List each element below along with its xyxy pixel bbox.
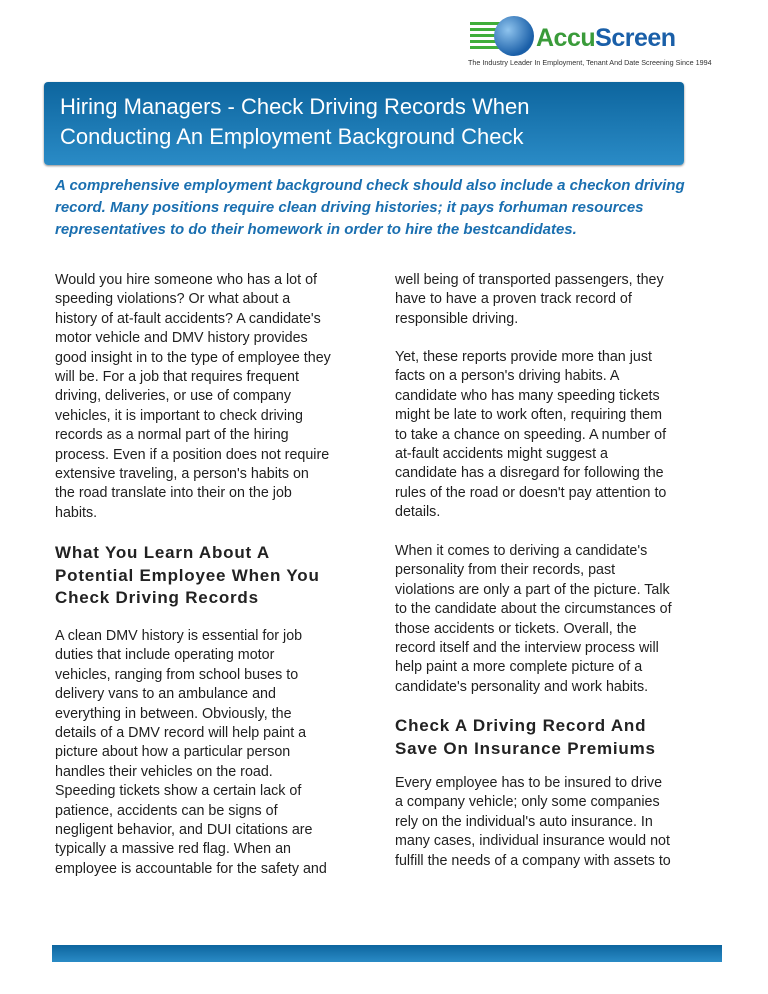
logo-tagline: The Industry Leader In Employment, Tenant And Date Screening Since 1994 [468,58,712,67]
text-line: extensive traveling, a person's habits on [55,466,309,483]
page-title-line: Hiring Managers - Check Driving Records When [60,94,530,119]
text-line: handles their vehicles on the road. [55,763,273,780]
text-line: record itself and the interview process will [395,640,659,657]
page-title-line: Conducting An Employment Background Check [60,124,524,149]
text-line: a company vehicle; only some companies [395,794,660,811]
text-line: personality from their records, past [395,562,616,579]
text-line: candidate has a disregard for following the [395,465,664,482]
text-line: speeding violations? Or what about a [55,291,291,308]
right-para-4 [395,774,671,871]
text-line: picture about how a particular person [55,744,291,761]
text-line: Every employee has to be insured to drive [395,775,663,791]
right-heading [395,715,656,760]
footer-bar [52,945,722,962]
text-line: those accidents or tickets. Overall, the [395,620,637,637]
intro-paragraph [55,175,705,241]
text-line: help paint a more complete picture of a [395,659,643,676]
text-line: responsible driving. [395,310,519,327]
text-line: violations are only a part of the picture. Talk [395,581,670,598]
title-banner [44,82,684,165]
logo-globe-icon [494,16,534,56]
text-line: have to have a proven track record of [395,291,632,308]
text-line: everything in between. Obviously, the [55,705,292,722]
text-line: many cases, individual insurance would not [395,833,670,850]
right-para-2 [395,348,666,523]
text-line: Check A Driving Record And [395,716,647,735]
text-line: rely on the individual's auto insurance. In [395,813,653,830]
text-line: the road translate into their on the job [55,485,292,502]
text-line: rules of the road or doesn't pay attention to [395,484,667,501]
text-line: fulfill the needs of a company with assets to [395,852,671,869]
text-line: A clean DMV history is essential for job [55,628,303,644]
text-line: well being of transported passengers, they [395,272,664,288]
text-line: candidate who has many speeding tickets [395,387,660,404]
logo-name-part2: Screen [595,24,676,52]
text-line: When it comes to deriving a candidate's [395,543,648,559]
text-line: will be. For a job that requires frequent [55,369,299,386]
text-line: to take a chance on speeding. A number of [395,426,667,443]
logo-name-part1: Accu [536,24,596,52]
text-line: process. Even if a position does not require [55,446,330,463]
text-line: vehicles, it is important to check driving [55,407,303,424]
text-line: history of at-fault accidents? A candidate's [55,310,321,327]
left-para-2 [55,627,327,879]
text-line: What You Learn About A [55,543,270,562]
right-para-1 [395,271,664,329]
text-line: at-fault accidents might suggest a [395,446,608,463]
text-line: candidate's personality and work habits. [395,678,649,695]
text-line: Save On Insurance Premiums [395,738,656,758]
text-line: negligent behavior, and DUI citations are [55,822,313,839]
text-line: patience, accidents can be signs of [55,802,278,819]
text-line: motor vehicle and DMV history provides [55,330,308,347]
text-line: Yet, these reports provide more than just [395,349,652,365]
text-line: records as a normal part of the hiring [55,427,289,444]
text-line: driving, deliveries, or use of company [55,388,292,405]
text-line: A comprehensive employment background check should also include a check [55,177,613,194]
text-line: on driving record. Many positions require clean driving histories; it pays for [55,177,685,216]
text-line: details. [395,504,441,521]
accuscreen-logo [466,14,712,74]
text-line: might be late to work often, requiring them [395,407,663,424]
text-line: habits. [55,504,98,521]
text-line: candidates. [494,221,577,238]
text-line: employee is accountable for the safety and [55,860,327,877]
text-line: good insight in to the type of employee they [55,349,331,366]
logo-name [536,24,676,53]
text-line: Potential Employee When You [55,565,320,585]
left-heading [55,542,320,610]
left-para-1 [55,271,331,523]
text-line: details of a DMV record will help paint a [55,725,307,742]
text-line: facts on a person's driving habits. A [395,368,620,385]
text-line: Speeding tickets show a certain lack of [55,783,302,800]
text-line: vehicles, ranging from school buses to [55,666,299,683]
text-line: Would you hire someone who has a lot of [55,272,318,288]
text-line: delivery vans to an ambulance and [55,686,276,703]
text-line: duties that include operating motor [55,647,275,664]
text-line: human resources representatives to do their homework in order to hire the best [55,199,644,238]
text-line: Check Driving Records [55,588,259,607]
right-para-3 [395,542,672,697]
text-line: typically a massive red flag. When an [55,841,292,858]
text-line: to the candidate about the circumstances of [395,601,672,618]
